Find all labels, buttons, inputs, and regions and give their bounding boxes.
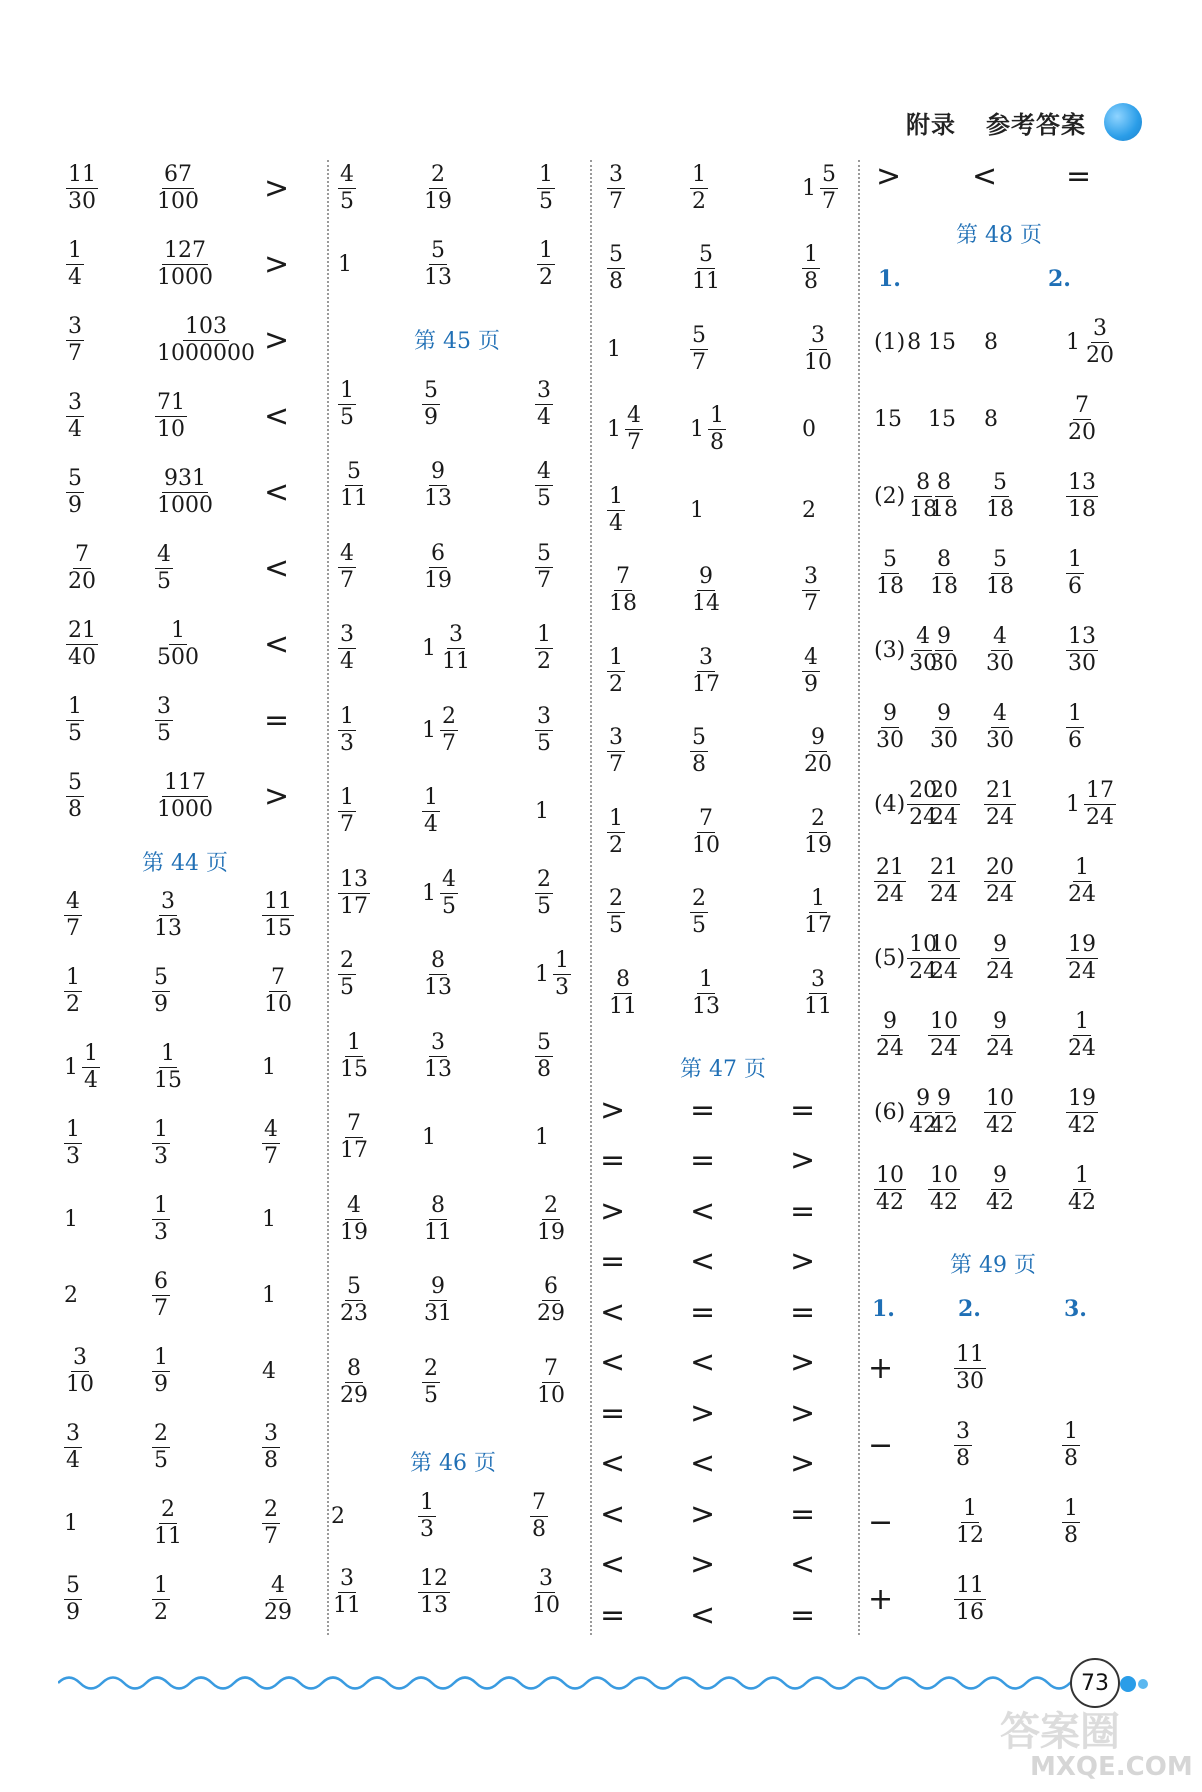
- answer-cell: >: [264, 778, 290, 814]
- answer-cell: $\frac{3}{7}$: [804, 564, 818, 616]
- answer-cell: >: [264, 322, 290, 358]
- answer-cell: $\frac{11}{30}$: [956, 1341, 984, 1394]
- answer-cell: $\frac{9}{42}$: [986, 1162, 1014, 1215]
- answer-cell: $\frac{2}{5}$: [692, 886, 706, 938]
- answer-cell: 1 $\frac{4}{5}$: [422, 866, 456, 919]
- answer-cell: 1: [64, 1206, 78, 1232]
- answer-cell: $\frac{1}{5}$: [340, 377, 354, 430]
- answer-cell: $\frac{5}{23}$: [340, 1274, 368, 1326]
- answer-cell: $\frac{1}{15}$: [154, 1040, 182, 1093]
- answer-cell: $\frac{2}{7}$: [264, 1496, 278, 1549]
- answer-cell: $\frac{4}{5}$: [157, 541, 171, 594]
- comparison-symbol: =: [600, 1395, 626, 1431]
- answer-cell: $\frac{3}{4}$: [66, 1420, 80, 1473]
- answer-cell: $\frac{9}{31}$: [424, 1274, 452, 1326]
- answer-cell: $\frac{19}{42}$: [1068, 1085, 1096, 1138]
- answer-cell: $\frac{103}{1000000}$: [157, 313, 255, 366]
- answer-cell: 1: [262, 1282, 276, 1308]
- answer-cell: $\frac{20}{24}$: [986, 854, 1014, 907]
- answer-cell: $\frac{1}{6}$: [1068, 546, 1082, 599]
- answer-cell: $\frac{21}{24}$: [986, 777, 1014, 830]
- answer-cell: $\frac{7}{10}$: [537, 1355, 565, 1408]
- answer-cell: $\frac{1}{42}$: [1068, 1162, 1096, 1215]
- answer-cell: $\frac{5}{8}$: [537, 1029, 551, 1082]
- answer-cell: $\frac{1}{2}$: [154, 1572, 168, 1625]
- answer-cell: $\frac{931}{1000}$: [157, 465, 213, 518]
- answer-cell: $\frac{4}{5}$: [340, 161, 354, 214]
- answer-cell: $\frac{3}{7}$: [609, 725, 623, 777]
- answer-cell: $\frac{11}{15}$: [264, 888, 292, 941]
- answer-cell: (5) $\frac{10}{24}$: [874, 931, 938, 984]
- answer-cell: $\frac{5}{7}$: [537, 540, 551, 593]
- watermark-logo: 答案圈: [1000, 1709, 1120, 1755]
- answer-cell: $\frac{1}{13}$: [692, 966, 720, 1019]
- answer-cell: $\frac{1}{4}$: [609, 483, 623, 536]
- answer-cell: $\frac{6}{7}$: [154, 1268, 168, 1321]
- comparison-symbol: =: [690, 1294, 716, 1330]
- answer-cell: −: [868, 1504, 894, 1540]
- column-divider: [327, 160, 329, 1635]
- footer-wave-decoration: [58, 1668, 1073, 1698]
- comparison-symbol: =: [790, 1193, 816, 1229]
- answer-cell: (3) $\frac{4}{30}$: [874, 623, 938, 676]
- answer-cell: $\frac{1}{8}$: [804, 242, 818, 294]
- answer-cell: <: [264, 626, 290, 662]
- answer-cell: $\frac{4}{29}$: [264, 1572, 292, 1625]
- watermark-url: MXQE.COM: [1030, 1752, 1193, 1782]
- comparison-symbol: <: [600, 1547, 626, 1582]
- answer-cell: +: [868, 1350, 894, 1386]
- answer-cell: $\frac{5}{13}$: [424, 237, 452, 290]
- answer-cell: $\frac{21}{40}$: [68, 617, 96, 670]
- answers-label: 参考答案: [986, 109, 1086, 139]
- answer-cell: $\frac{1}{3}$: [340, 703, 354, 756]
- question-1-label: 1.: [878, 266, 901, 292]
- answer-cell: 15: [874, 406, 902, 432]
- answer-cell: $\frac{1}{4}$: [424, 785, 438, 837]
- comparison-symbol: <: [600, 1446, 626, 1481]
- comparison-symbol: >: [790, 1446, 816, 1481]
- answer-cell: +: [868, 1581, 894, 1617]
- comparison-symbol: <: [600, 1345, 626, 1380]
- answer-cell: 2: [64, 1282, 78, 1308]
- comparison-symbol: =: [1066, 158, 1092, 194]
- answer-cell: $\frac{4}{7}$: [264, 1116, 278, 1169]
- section-title-p47: 第 47 页: [680, 1057, 766, 1082]
- answer-cell: 1 $\frac{17}{24}$: [1066, 777, 1114, 830]
- answer-cell: $\frac{5}{11}$: [340, 459, 368, 511]
- answer-cell: $\frac{4}{19}$: [340, 1192, 368, 1245]
- answer-cell: $\frac{4}{5}$: [537, 459, 551, 511]
- answer-cell: >: [264, 246, 290, 282]
- appendix-label: 附录: [906, 109, 956, 139]
- answer-cell: $\frac{9}{30}$: [876, 700, 904, 753]
- answer-cell: 1 $\frac{2}{7}$: [422, 703, 456, 756]
- comparison-symbol: <: [690, 1597, 716, 1633]
- comparison-symbol: <: [600, 1294, 626, 1330]
- answer-cell: $\frac{1}{3}$: [154, 1116, 168, 1169]
- answer-cell: $\frac{2}{5}$: [340, 948, 354, 1000]
- answer-cell: $\frac{5}{8}$: [692, 725, 706, 777]
- answer-cell: (1) 8: [874, 329, 922, 355]
- answer-cell: 1 $\frac{4}{7}$: [607, 403, 641, 455]
- answer-cell: $\frac{20}{24}$: [930, 777, 958, 830]
- answer-cell: $\frac{3}{7}$: [609, 161, 623, 214]
- question-1-label: 1.: [872, 1296, 895, 1322]
- answer-cell: $\frac{9}{24}$: [876, 1008, 904, 1061]
- comparison-symbol: >: [790, 1395, 816, 1431]
- answer-cell: 1 $\frac{5}{7}$: [802, 161, 836, 214]
- answer-cell: $\frac{3}{10}$: [804, 322, 832, 375]
- answer-cell: $\frac{12}{13}$: [420, 1565, 448, 1618]
- answer-cell: $\frac{11}{30}$: [68, 161, 96, 214]
- answer-cell: $\frac{1}{8}$: [1064, 1495, 1078, 1548]
- answer-cell: $\frac{8}{13}$: [424, 948, 452, 1000]
- answer-cell: $\frac{3}{7}$: [68, 313, 82, 366]
- section-title-p46: 第 46 页: [410, 1451, 496, 1476]
- answer-cell: $\frac{3}{4}$: [68, 389, 82, 442]
- answer-cell: $\frac{1}{2}$: [609, 805, 623, 858]
- answer-cell: (6) $\frac{9}{42}$: [874, 1085, 938, 1138]
- answer-cell: $\frac{1}{15}$: [340, 1029, 368, 1082]
- answer-cell: $\frac{5}{9}$: [424, 377, 438, 430]
- answer-cell: $\frac{71}{10}$: [157, 389, 185, 442]
- answer-cell: $\frac{5}{18}$: [986, 546, 1014, 599]
- answer-cell: $\frac{8}{18}$: [930, 546, 958, 599]
- answer-cell: $\frac{9}{13}$: [424, 459, 452, 511]
- answer-cell: 1 $\frac{3}{11}$: [422, 622, 470, 674]
- answer-cell: 1: [64, 1510, 78, 1536]
- answer-cell: $\frac{13}{18}$: [1068, 469, 1096, 522]
- answer-cell: $\frac{3}{4}$: [340, 622, 354, 674]
- answer-cell: $\frac{9}{30}$: [930, 623, 958, 676]
- comparison-symbol: =: [690, 1092, 716, 1128]
- answer-cell: $\frac{3}{8}$: [956, 1418, 970, 1471]
- answer-cell: 1 $\frac{1}{3}$: [535, 948, 569, 1000]
- section-title-p48: 第 48 页: [956, 223, 1042, 248]
- answer-cell: $\frac{1}{17}$: [804, 886, 832, 938]
- answer-cell: $\frac{3}{10}$: [532, 1565, 560, 1618]
- answer-cell: 2: [331, 1503, 345, 1529]
- answer-cell: 1: [535, 1125, 549, 1150]
- question-2-label: 2.: [1048, 266, 1071, 292]
- answer-cell: <: [264, 474, 290, 510]
- comparison-symbol: >: [690, 1547, 716, 1582]
- answer-cell: $\frac{1}{8}$: [1064, 1418, 1078, 1471]
- answer-cell: 0: [802, 417, 816, 442]
- answer-cell: 1: [338, 251, 352, 277]
- answer-cell: 1 $\frac{1}{4}$: [64, 1040, 98, 1093]
- answer-cell: (4) $\frac{20}{24}$: [874, 777, 938, 830]
- comparison-symbol: >: [790, 1244, 816, 1279]
- comparison-symbol: <: [690, 1446, 716, 1481]
- comparison-symbol: >: [600, 1193, 626, 1229]
- answer-cell: $\frac{1}{500}$: [157, 617, 199, 670]
- comparison-symbol: <: [790, 1547, 816, 1582]
- section-title-p49: 第 49 页: [950, 1253, 1036, 1278]
- answer-cell: $\frac{7}{18}$: [609, 564, 637, 616]
- comparison-symbol: =: [600, 1244, 626, 1279]
- answer-cell: $\frac{10}{24}$: [930, 1008, 958, 1061]
- page-header: [906, 100, 1142, 144]
- answer-cell: $\frac{1}{3}$: [66, 1116, 80, 1169]
- answer-cell: $\frac{1}{2}$: [609, 644, 623, 697]
- answer-cell: $\frac{1}{2}$: [692, 161, 706, 214]
- answer-cell: 15: [928, 329, 956, 355]
- answer-cell: $\frac{1}{2}$: [66, 964, 80, 1017]
- answer-cell: $\frac{4}{30}$: [986, 623, 1014, 676]
- answer-cell: $\frac{5}{8}$: [68, 769, 82, 822]
- answer-cell: 1: [690, 497, 704, 523]
- answer-cell: $\frac{3}{13}$: [154, 888, 182, 941]
- answer-cell: $\frac{3}{11}$: [333, 1565, 361, 1618]
- answer-cell: $\frac{7}{20}$: [1068, 392, 1096, 445]
- answer-cell: $\frac{1}{3}$: [154, 1192, 168, 1245]
- comparison-symbol: <: [690, 1193, 716, 1229]
- answer-cell: $\frac{6}{19}$: [424, 540, 452, 593]
- comparison-symbol: <: [690, 1345, 716, 1380]
- answer-cell: $\frac{3}{13}$: [424, 1029, 452, 1082]
- answer-cell: $\frac{127}{1000}$: [157, 237, 213, 290]
- answer-cell: $\frac{8}{18}$: [930, 469, 958, 522]
- answer-cell: $\frac{5}{18}$: [986, 469, 1014, 522]
- answer-cell: $\frac{9}{42}$: [930, 1085, 958, 1138]
- answer-cell: $\frac{9}{24}$: [986, 931, 1014, 984]
- answer-cell: 1: [262, 1054, 276, 1080]
- answer-cell: $\frac{7}{20}$: [68, 541, 96, 594]
- comparison-symbol: >: [690, 1496, 716, 1532]
- answer-cell: $\frac{3}{11}$: [804, 966, 832, 1019]
- dot-icon: [1138, 1679, 1148, 1689]
- comparison-symbol: >: [790, 1345, 816, 1380]
- column-divider: [590, 160, 592, 1635]
- comparison-symbol: >: [690, 1395, 716, 1431]
- comparison-symbol: <: [972, 158, 998, 194]
- answer-cell: −: [868, 1427, 894, 1463]
- answer-cell: $\frac{13}{30}$: [1068, 623, 1096, 676]
- answer-cell: $\frac{1}{5}$: [539, 161, 553, 214]
- comparison-symbol: =: [790, 1294, 816, 1330]
- answer-cell: $\frac{1}{7}$: [340, 785, 354, 837]
- answer-cell: $\frac{2}{5}$: [609, 886, 623, 938]
- answer-cell: $\frac{5}{9}$: [66, 1572, 80, 1625]
- answer-cell: $\frac{2}{5}$: [154, 1420, 168, 1473]
- answer-cell: $\frac{1}{2}$: [539, 237, 553, 290]
- answer-cell: $\frac{1}{2}$: [537, 622, 551, 674]
- answer-cell: $\frac{5}{7}$: [692, 322, 706, 375]
- comparison-symbol: =: [600, 1143, 626, 1178]
- answer-cell: $\frac{8}{29}$: [340, 1355, 368, 1408]
- answer-cell: 2: [802, 497, 816, 523]
- answer-cell: $\frac{7}{17}$: [340, 1111, 368, 1163]
- answer-cell: $\frac{2}{11}$: [154, 1496, 182, 1549]
- answer-cell: $\frac{9}{24}$: [986, 1008, 1014, 1061]
- question-2-label: 2.: [958, 1296, 981, 1322]
- answer-cell: >: [264, 170, 290, 206]
- answer-cell: $\frac{5}{18}$: [876, 546, 904, 599]
- answer-cell: <: [264, 398, 290, 434]
- answer-cell: $\frac{2}{19}$: [424, 161, 452, 214]
- comparison-symbol: <: [600, 1496, 626, 1532]
- answer-cell: $\frac{9}{20}$: [804, 725, 832, 777]
- answer-cell: 8: [984, 406, 998, 432]
- answer-cell: $\frac{1}{12}$: [956, 1495, 984, 1548]
- answer-cell: $\frac{3}{5}$: [537, 703, 551, 756]
- answer-cell: $\frac{4}{30}$: [986, 700, 1014, 753]
- comparison-symbol: =: [600, 1597, 626, 1633]
- answer-cell: $\frac{2}{19}$: [537, 1192, 565, 1245]
- answer-cell: $\frac{7}{10}$: [264, 964, 292, 1017]
- answer-cell: $\frac{1}{24}$: [1068, 1008, 1096, 1061]
- answer-cell: 4: [262, 1358, 276, 1384]
- answer-cell: $\frac{8}{11}$: [609, 966, 637, 1019]
- section-title-p45: 第 45 页: [414, 329, 500, 354]
- answer-cell: $\frac{3}{4}$: [537, 377, 551, 430]
- answer-cell: $\frac{7}{8}$: [532, 1489, 546, 1542]
- answer-cell: $\frac{67}{100}$: [157, 161, 199, 214]
- answer-cell: $\frac{4}{7}$: [340, 540, 354, 593]
- answer-cell: =: [264, 702, 290, 738]
- answer-cell: 1: [422, 1125, 436, 1150]
- section-title-p44: 第 44 页: [142, 851, 228, 876]
- comparison-symbol: =: [690, 1143, 716, 1178]
- answer-cell: 15: [928, 406, 956, 432]
- column-divider: [858, 160, 860, 1635]
- blue-bubble-icon: [1104, 103, 1142, 141]
- comparison-symbol: >: [600, 1092, 626, 1128]
- answer-cell: $\frac{1}{9}$: [154, 1344, 168, 1397]
- answer-cell: 1: [262, 1206, 276, 1232]
- dot-icon: [1120, 1676, 1136, 1692]
- answer-cell: $\frac{1}{4}$: [68, 237, 82, 290]
- answer-cell: $\frac{11}{16}$: [956, 1572, 984, 1625]
- answer-cell: $\frac{3}{10}$: [66, 1344, 94, 1397]
- answer-cell: $\frac{13}{17}$: [340, 866, 368, 919]
- answer-cell: $\frac{1}{3}$: [420, 1489, 434, 1542]
- answer-cell: $\frac{1}{6}$: [1068, 700, 1082, 753]
- answer-cell: $\frac{8}{11}$: [424, 1192, 452, 1245]
- answer-cell: 1 $\frac{1}{8}$: [690, 403, 724, 455]
- answer-cell: $\frac{4}{9}$: [804, 644, 818, 697]
- answer-cell: <: [264, 550, 290, 586]
- answer-cell: $\frac{5}{9}$: [154, 964, 168, 1017]
- comparison-symbol: <: [690, 1244, 716, 1279]
- answer-cell: $\frac{3}{8}$: [264, 1420, 278, 1473]
- answer-cell: 8: [984, 329, 998, 355]
- answer-cell: $\frac{19}{24}$: [1068, 931, 1096, 984]
- answer-cell: $\frac{10}{42}$: [930, 1162, 958, 1215]
- comparison-symbol: =: [790, 1597, 816, 1633]
- answer-cell: $\frac{5}{11}$: [692, 242, 720, 294]
- answer-cell: 1 $\frac{3}{20}$: [1066, 315, 1114, 368]
- answer-cell: $\frac{1}{24}$: [1068, 854, 1096, 907]
- answer-cell: $\frac{10}{42}$: [986, 1085, 1014, 1138]
- comparison-symbol: =: [790, 1496, 816, 1532]
- answer-cell: $\frac{3}{5}$: [157, 693, 171, 746]
- answer-cell: $\frac{10}{42}$: [876, 1162, 904, 1215]
- answer-cell: $\frac{1}{5}$: [68, 693, 82, 746]
- comparison-symbol: >: [790, 1143, 816, 1178]
- answer-cell: (2) $\frac{8}{18}$: [874, 469, 938, 522]
- answer-cell: $\frac{2}{19}$: [804, 805, 832, 858]
- answer-cell: $\frac{21}{24}$: [930, 854, 958, 907]
- answer-cell: $\frac{21}{24}$: [876, 854, 904, 907]
- answer-cell: $\frac{9}{14}$: [692, 564, 720, 616]
- answer-cell: $\frac{3}{17}$: [692, 644, 720, 697]
- answer-cell: $\frac{7}{10}$: [692, 805, 720, 858]
- page-number: 73: [1070, 1658, 1120, 1708]
- answer-cell: $\frac{2}{5}$: [537, 866, 551, 919]
- answer-cell: 1: [535, 799, 549, 824]
- answer-cell: $\frac{6}{29}$: [537, 1274, 565, 1326]
- comparison-symbol: >: [876, 158, 902, 194]
- comparison-symbol: =: [790, 1092, 816, 1128]
- answer-cell: $\frac{5}{9}$: [68, 465, 82, 518]
- answer-cell: 1: [607, 336, 621, 362]
- answer-cell: $\frac{5}{8}$: [609, 242, 623, 294]
- answer-cell: $\frac{2}{5}$: [424, 1355, 438, 1408]
- answer-cell: $\frac{9}{30}$: [930, 700, 958, 753]
- answer-cell: $\frac{117}{1000}$: [157, 769, 213, 822]
- question-3-label: 3.: [1064, 1296, 1087, 1322]
- answer-cell: $\frac{4}{7}$: [66, 888, 80, 941]
- answer-cell: $\frac{10}{24}$: [930, 931, 958, 984]
